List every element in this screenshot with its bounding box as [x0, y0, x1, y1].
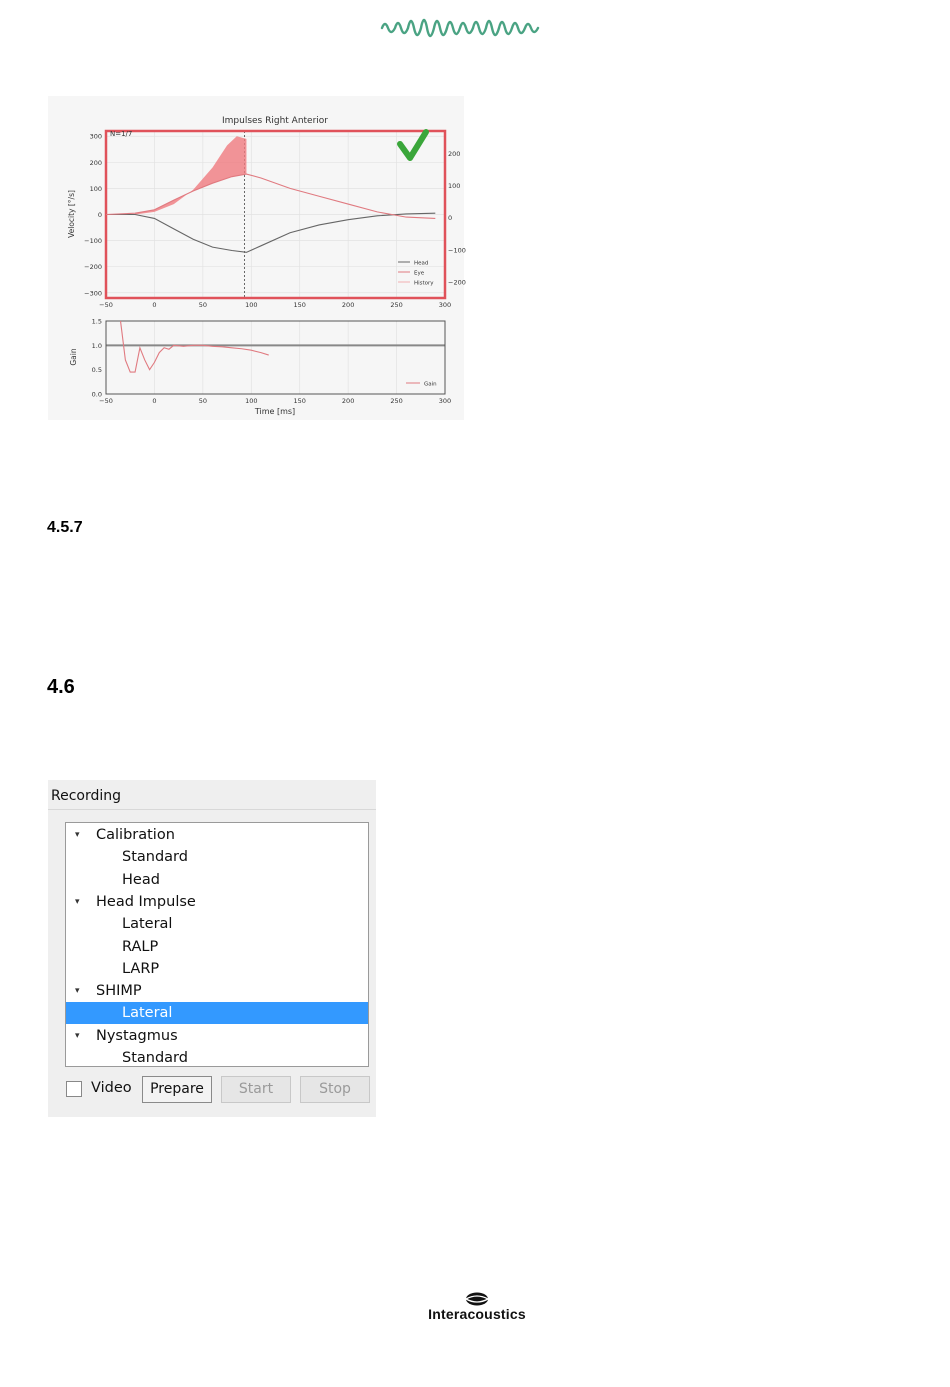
y-axis-label: Velocity [°/s]: [67, 190, 76, 238]
x-axis-label: Time [ms]: [254, 407, 296, 416]
series-line-eye: [106, 174, 435, 218]
tree-child-item[interactable]: [66, 958, 368, 980]
series-line-gain: [121, 321, 269, 372]
stop-button[interactable]: Stop: [300, 1076, 370, 1103]
tree-item-label: Lateral: [122, 916, 173, 933]
x-tick-label: 0: [152, 301, 157, 309]
chart-annotation: N=1/7: [110, 130, 133, 138]
legend-label: Gain: [424, 381, 437, 388]
video-checkbox[interactable]: [66, 1081, 82, 1097]
globe-logo-icon: [412, 1292, 542, 1306]
expand-arrow-icon[interactable]: ▾: [75, 986, 80, 997]
x-tick-label: 250: [390, 397, 403, 405]
y-tick-label: 0: [97, 211, 102, 219]
x-tick-label: 250: [390, 301, 403, 309]
start-button[interactable]: Start: [221, 1076, 291, 1103]
y-tick-label: −300: [84, 289, 102, 298]
y-tick-label: −200: [84, 263, 102, 272]
gain-tick-label: 0.0: [91, 390, 102, 399]
x-tick-label: −50: [99, 397, 113, 405]
x-tick-label: 100: [245, 301, 258, 309]
legend-label: History: [414, 280, 434, 287]
recording-tree[interactable]: [65, 822, 369, 1067]
x-tick-label: 150: [293, 397, 306, 405]
impulse-figure: [48, 96, 464, 420]
x-tick-label: 300: [438, 397, 452, 405]
x-tick-label: 300: [438, 301, 452, 309]
tree-group-item[interactable]: [66, 824, 368, 846]
gain-tick-label: 0.5: [91, 366, 102, 375]
tree-item-label: LARP: [122, 960, 160, 977]
y-right-tick-label: −200: [448, 278, 466, 287]
x-tick-label: 100: [245, 397, 258, 405]
x-tick-label: 200: [341, 397, 355, 405]
tree-item-label: Standard: [122, 849, 188, 866]
tree-child-item[interactable]: [66, 846, 368, 868]
tree-item-label: Lateral: [122, 1005, 173, 1022]
y-right-tick-label: 200: [448, 149, 461, 158]
tree-item-label: RALP: [122, 938, 159, 955]
y-tick-label: 100: [89, 184, 102, 193]
brand-name: Interacoustics: [428, 1306, 526, 1322]
tree-item-label: Standard: [122, 1050, 188, 1066]
tree-item-label: Head Impulse: [96, 893, 196, 910]
x-tick-label: 50: [198, 397, 207, 405]
brand-wave-logo: [378, 8, 548, 46]
y-right-tick-label: 0: [448, 214, 453, 223]
x-tick-label: −50: [99, 301, 113, 309]
prepare-button[interactable]: Prepare: [142, 1076, 212, 1103]
expand-arrow-icon[interactable]: ▾: [75, 1030, 80, 1041]
x-tick-label: 200: [341, 301, 355, 309]
tree-group-item[interactable]: [66, 1025, 368, 1047]
y-right-tick-label: −100: [448, 246, 466, 255]
x-tick-label: 150: [293, 301, 306, 309]
chart-title: Impulses Right Anterior: [221, 116, 329, 126]
tree-child-item[interactable]: [66, 1002, 368, 1024]
tree-item-label: Nystagmus: [96, 1027, 178, 1044]
gain-tick-label: 1.0: [91, 341, 102, 350]
legend-label: Head: [414, 260, 429, 267]
gain-axis-label: Gain: [69, 348, 78, 366]
tree-group-item[interactable]: [66, 891, 368, 913]
section-heading-4-6: 4.6: [47, 676, 75, 698]
y-tick-label: 300: [89, 132, 102, 141]
recording-title: Recording: [51, 788, 122, 804]
expand-arrow-icon[interactable]: ▾: [75, 830, 80, 840]
tree-child-item[interactable]: [66, 1047, 368, 1069]
section-heading-4-5-7: 4.5.7: [47, 519, 83, 536]
recording-panel: [48, 780, 376, 1117]
tree-child-item[interactable]: [66, 913, 368, 935]
brand-logo: [412, 1292, 542, 1326]
y-tick-label: −100: [84, 237, 102, 246]
divider: [48, 809, 376, 810]
video-label: Video: [91, 1080, 132, 1096]
series-line-head: [106, 213, 435, 252]
expand-arrow-icon[interactable]: ▾: [75, 896, 80, 907]
y-right-tick-label: 100: [448, 182, 461, 191]
x-tick-label: 0: [152, 397, 157, 405]
tree-item-label: SHIMP: [96, 983, 142, 1000]
legend-label: Eye: [414, 270, 425, 277]
tree-child-item[interactable]: [66, 936, 368, 958]
tree-group-item[interactable]: [66, 980, 368, 1002]
history-band: [135, 136, 246, 214]
y-tick-label: 200: [89, 158, 102, 167]
x-tick-label: 50: [198, 301, 207, 309]
tree-item-label: Head: [122, 871, 160, 888]
tree-item-label: Calibration: [96, 827, 175, 843]
tree-child-item[interactable]: [66, 869, 368, 891]
gain-tick-label: 1.5: [91, 317, 102, 326]
